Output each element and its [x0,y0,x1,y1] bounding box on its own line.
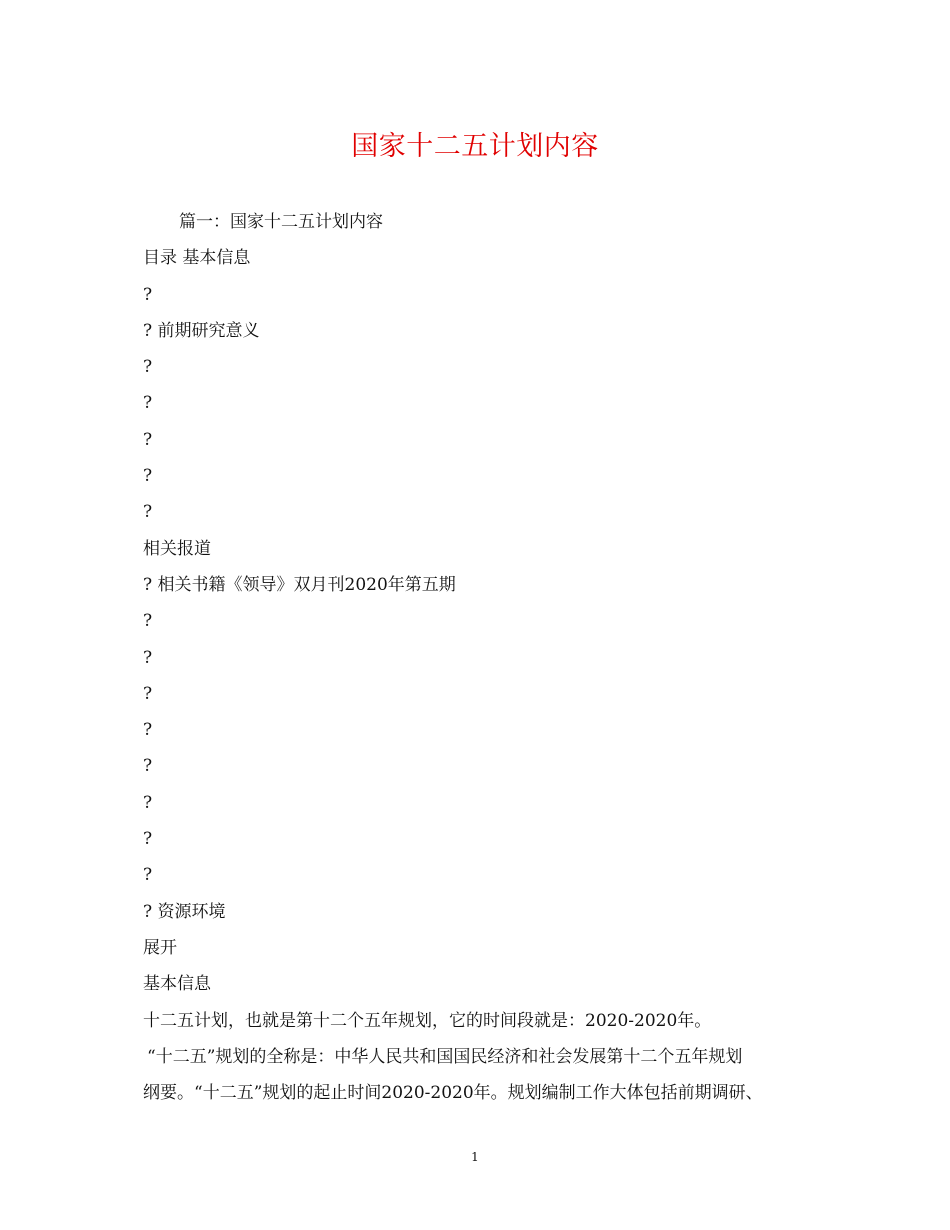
text-line: ? [143,792,153,813]
text-line: ? [143,829,153,850]
document-body [143,204,823,1111]
text-line: 目录 基本信息 [143,248,251,269]
text-line: ? [143,284,153,305]
section-heading: 篇一：国家十二五计划内容 [179,212,383,232]
text-line: ? [143,647,153,668]
text-line: 展开 [143,937,177,958]
text-line: ? [143,720,153,741]
text-line: “十二五”规划的全称是：中华人民共和国国民经济和社会发展第十二个五年规划 [147,1046,743,1067]
text-line: ? [143,466,153,487]
document-title: 国家十二五计划内容 [351,131,599,162]
text-line: 十二五计划，也就是第十二个五年规划，它的时间段就是：2020-2020年。 [143,1010,712,1031]
text-line: ? [143,393,153,414]
text-line: ? [143,683,153,704]
text-line: 基本信息 [143,974,211,995]
text-line: ? 资源环境 [143,901,226,922]
text-line: ? [143,611,153,632]
text-line: ? [143,865,153,886]
text-line: 相关报道 [143,538,211,559]
text-line: ? [143,756,153,777]
text-line: ? 相关书籍《领导》双月刊2020年第五期 [143,574,456,595]
page-number: 1 [471,1150,479,1164]
text-line: ? [143,502,153,523]
text-line: ? [143,429,153,450]
text-line: 纲要。“十二五”规划的起止时间2020-2020年。规划编制工作大体包括前期调研、 [143,1083,763,1104]
text-line: ? [143,357,153,378]
text-line: ? 前期研究意义 [143,320,260,341]
